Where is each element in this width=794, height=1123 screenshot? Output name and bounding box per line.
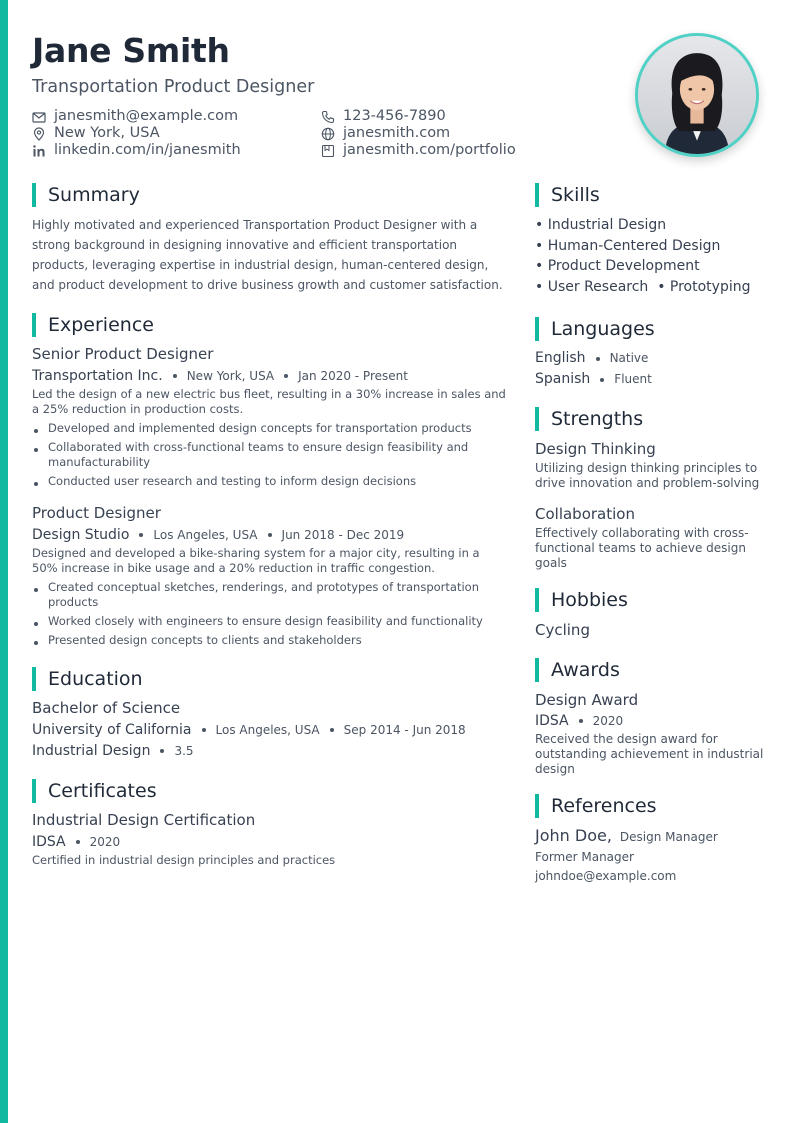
languages-heading: Languages	[535, 317, 765, 341]
degree: Bachelor of Science	[32, 699, 181, 717]
certificate-meta	[32, 833, 508, 851]
separator-dot	[284, 374, 288, 378]
education-field-row	[32, 742, 508, 760]
mail-icon	[32, 110, 46, 124]
hobby-item: Cycling	[535, 621, 590, 639]
separator-dot	[139, 533, 143, 537]
summary-heading: Summary	[32, 183, 508, 207]
education-heading: Education	[32, 667, 508, 691]
job-meta	[32, 526, 508, 544]
list-item: Created conceptual sketches, renderings, and prototypes of transportation products	[32, 580, 508, 610]
heading-accent	[32, 779, 36, 803]
gpa: 3.5	[174, 744, 194, 758]
references-heading: References	[535, 794, 765, 818]
school-location: Los Angeles, USA	[215, 723, 320, 737]
reference-email[interactable]: johndoe@example.com	[535, 869, 677, 883]
job-meta	[32, 367, 508, 385]
list-item: Conducted user research and testing to inform design decisions	[32, 474, 508, 489]
separator-dot	[600, 378, 604, 382]
separator-dot	[579, 719, 583, 723]
skills-heading: Skills	[535, 183, 765, 207]
location-pin-icon	[32, 127, 46, 141]
reference-item	[535, 826, 765, 885]
list-item: Presented design concepts to clients and stakeholders	[32, 633, 508, 648]
strength-item: Design Thinking Utilizing design thinking principles to drive innovation and problem-solving	[535, 440, 760, 490]
company: Design Studio	[32, 527, 130, 543]
heading-accent	[535, 183, 539, 207]
globe-icon	[321, 127, 335, 141]
skill-item: • User Research • Prototyping	[535, 278, 751, 295]
phone-icon	[321, 110, 335, 124]
linkedin-icon	[32, 144, 46, 158]
separator-dot	[202, 728, 206, 732]
job-description: Designed and developed a bike-sharing system for a major city, resulting in a 50% increase in bike usage and a 20% reduction in traffic congestion.	[32, 546, 480, 575]
certificate-year: 2020	[89, 835, 121, 849]
education-meta	[32, 721, 508, 739]
field-of-study: Industrial Design	[32, 743, 151, 759]
job-description: Led the design of a new electric bus fleet, resulting in a 30% increase in sales and a 25% reduction in production costs.	[32, 387, 506, 416]
separator-dot	[173, 374, 177, 378]
experience-item	[32, 504, 508, 648]
language-item: Spanish Fluent	[535, 371, 652, 387]
certificate-title: Industrial Design Certification	[32, 811, 256, 829]
heading-accent	[32, 667, 36, 691]
list-item: Collaborated with cross-functional teams to ensure design feasibility and manufacturability	[32, 440, 508, 470]
candidate-name: Jane Smith	[32, 31, 230, 70]
experience-heading: Experience	[32, 313, 508, 337]
company: Transportation Inc.	[32, 368, 163, 384]
contact-linkedin[interactable]: linkedin.com/in/janesmith	[32, 142, 241, 159]
certificate-item	[32, 811, 508, 868]
award-item: Design Award IDSA 2020 Received the design award for outstanding achievement in industrial design	[535, 691, 764, 776]
separator-dot	[330, 728, 334, 732]
strengths-heading: Strengths	[535, 407, 765, 431]
reference-position: Design Manager	[619, 830, 718, 844]
heading-accent	[535, 794, 539, 818]
heading-accent	[535, 588, 539, 612]
profile-photo	[635, 33, 759, 157]
skill-item: • Product Development	[535, 258, 700, 274]
job-bullets	[32, 580, 508, 648]
languages-list	[535, 348, 765, 390]
contact-portfolio[interactable]: janesmith.com/portfolio	[321, 142, 516, 159]
skill-item: • Human-Centered Design	[535, 237, 721, 254]
language-item: English Native	[535, 350, 649, 366]
contact-location: New York, USA	[32, 125, 160, 142]
contact-website[interactable]: janesmith.com	[321, 125, 450, 142]
education-dates: Sep 2014 - Jun 2018	[343, 723, 466, 737]
certificate-issuer: IDSA	[32, 834, 66, 850]
candidate-role: Transportation Product Designer	[32, 77, 315, 97]
school: University of California	[32, 722, 192, 738]
main-column	[32, 183, 508, 868]
sidebar-column	[535, 183, 765, 885]
education-item	[32, 699, 508, 760]
contact-phone[interactable]: 123-456-7890	[321, 108, 446, 125]
reference-name-row	[535, 826, 765, 845]
job-dates: Jan 2020 - Present	[298, 369, 408, 383]
separator-dot	[596, 357, 600, 361]
list-item: Developed and implemented design concepts for transportation products	[32, 421, 508, 436]
skill-item: • Industrial Design	[535, 217, 667, 233]
awards-heading: Awards	[535, 658, 765, 682]
job-bullets	[32, 421, 508, 489]
strength-item: Collaboration Effectively collaborating with cross-functional teams to achieve design goals	[535, 505, 749, 570]
separator-dot	[160, 749, 164, 753]
certificate-description: Certified in industrial design principles and practices	[32, 853, 336, 867]
resume-header	[32, 30, 592, 98]
heading-accent	[32, 183, 36, 207]
separator-dot	[268, 533, 272, 537]
portrait-image	[638, 36, 756, 154]
job-dates: Jun 2018 - Dec 2019	[281, 528, 405, 542]
portfolio-icon	[321, 144, 335, 158]
list-item: Worked closely with engineers to ensure design feasibility and functionality	[32, 614, 508, 629]
job-location: New York, USA	[186, 369, 275, 383]
reference-name: John Doe,	[535, 826, 612, 845]
skills-list	[535, 215, 765, 297]
accent-bar	[0, 0, 8, 1123]
contact-email[interactable]: janesmith@example.com	[32, 108, 238, 125]
heading-accent	[32, 313, 36, 337]
job-title: Product Designer	[32, 504, 161, 522]
heading-accent	[535, 317, 539, 341]
separator-dot	[76, 840, 80, 844]
reference-relation: Former Manager	[535, 850, 634, 864]
experience-item	[32, 345, 508, 489]
summary-text: Highly motivated and experienced Transportation Product Designer with a strong background in designing innovative and efficient transportation products, leveraging expertise in industrial design, human-centered design, and product development to drive business growth and customer satisfaction.	[32, 218, 503, 292]
heading-accent	[535, 407, 539, 431]
job-location: Los Angeles, USA	[153, 528, 258, 542]
award-meta: IDSA 2020	[535, 713, 624, 729]
heading-accent	[535, 658, 539, 682]
hobbies-heading: Hobbies	[535, 588, 765, 612]
job-title: Senior Product Designer	[32, 345, 214, 363]
certificates-heading: Certificates	[32, 779, 508, 803]
